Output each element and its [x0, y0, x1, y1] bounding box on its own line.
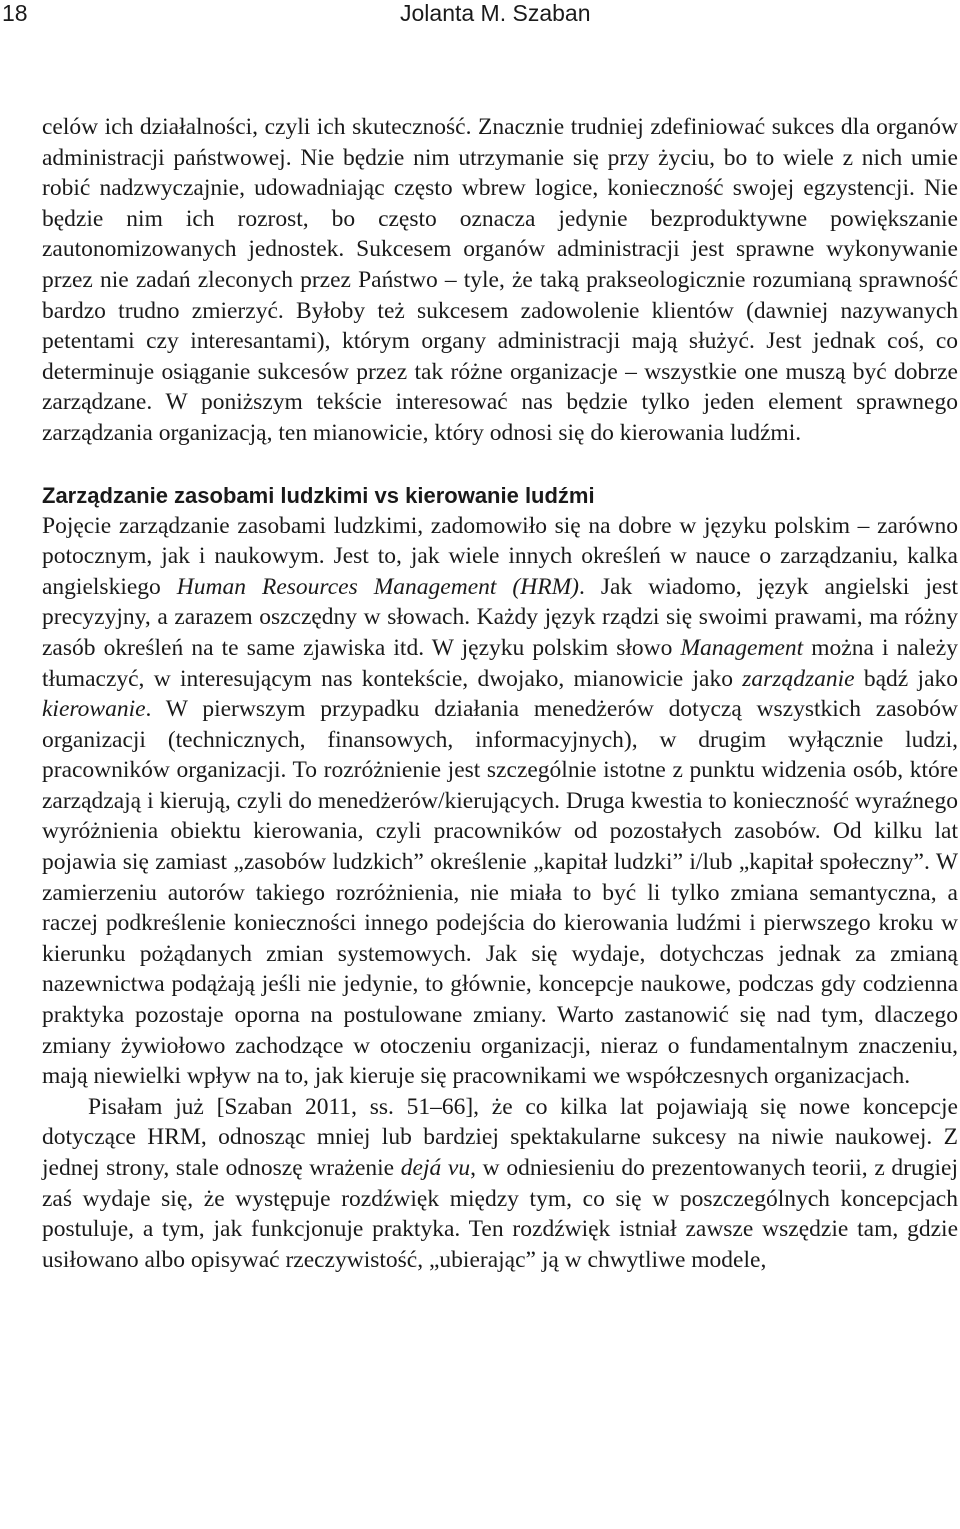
body-text	[42, 112, 958, 1275]
term-kierowanie: kierowanie	[42, 696, 146, 723]
term-zarzadzanie: zarządzanie	[742, 665, 855, 692]
paragraph-intro: celów ich działalności, czyli ich skuteczność. Znacznie trudniej zdefiniować sukces dla organów administracji państwowej. Nie będzie nim utrzymanie się przy życiu, bo to wiele z nich umie robić nadzwyczajnie, udowadniając często wbrew logice, konieczność swojej egzystencji. Nie będzie nim ich rozrost, bo często oznacza jedynie bezproduktywne powiększanie zautonomizowanych jednostek. Sukcesem organów administracji jest sprawne wykonywanie przez nie zadań zleconych przez Państwo – tyle, że taką prakseologicznie rozumianą sprawność bardzo trudno zmierzyć. Byłoby też sukcesem zadowolenie klientów (dawniej nazywanych petentami czy interesantami), którym organy administracji mają służyć. Jest jednak coś, co determinuje osiąganie sukcesów przez tak różne organizacje – wszystkie one muszą być dobrze zarządzane. W poniższym tekście interesować nas będzie tylko jeden element sprawnego zarządzania organizacją, ten mianowicie, który odnosi się do kierowania ludźmi.	[42, 114, 958, 446]
text-run: . W pierwszym przypadku działania menedżerów dotyczą wszystkich zasobów organizacji (technicznych, finansowych, informacyjnych), w drugim wyłącznie ludzi, pracowników organizacji. To rozróżnienie jest szczególnie istotne z punktu widzenia osób, które zarządzają i kierują, czyli do menedżerów/kierujących. Druga kwestia to konieczność wyraźnego wyróżnienia obiektu kierowania, czyli pracowników od pozostałych zasobów. Od kilku lat pojawia się zamiast „zasobów ludzkich” określenie „kapitał ludzki” i/lub „kapitał społeczny”. W zamierzeniu autorów takiego rozróżnienia, nie miała to być li tylko zmiana semantyczna, a raczej podkreślenie konieczności innego podejścia do kierowania ludźmi i pierwszego kroku w kierunku pożądanych zmian systemowych. Jak się wydaje, dotychczas jednak za zmianą nazewnictwa podążają jeśli nie jedynie, to głównie, koncepcje naukowe, podczas gdy codzienna praktyka pozostaje oporna na postulowane zmiany. Warto zastanowić się nad tym, dlaczego zmiany żywiołowo zachodzące w otoczeniu organizacji, nieraz o fundamentalnym znaczeniu, mają niewielki wpływ na to, jak kieruje się pracownikami we współczesnych organizacjach.	[42, 696, 958, 1090]
text-run: Pisałam już [Szaban 2011, ss. 51–66], że co kilka lat pojawiają się nowe koncepcje dotyczące HRM, odnosząc mniej lub bardziej spektakularne sukcesy na niwie naukowej. Z jednej strony, stale odnoszę wrażenie	[42, 1093, 958, 1181]
section-heading: Zarządzanie zasobami ludzkimi vs kierowanie ludźmi	[42, 482, 595, 508]
running-header	[0, 0, 960, 40]
paragraph-hrm	[42, 511, 958, 1092]
text-run: . Jak wiadomo, język angielski jest precyzyjny, a zarazem oszczędny w słowach. Każdy język rządzi się swoimi prawami, ma różny zasób określeń na te same zjawiska itd. W języku polskim słowo	[42, 573, 958, 661]
text-run: bądź jako	[854, 665, 958, 692]
term-management: Management	[680, 634, 804, 661]
text-run: można i należy tłumaczyć, w interesującym nas kontekście, dwojako, mianowicie jako	[42, 634, 958, 692]
paragraph-concepts	[42, 1092, 958, 1276]
text-run: Pojęcie zarządzanie zasobami ludzkimi, zadomowiło się na dobre w języku polskim – zarówno potocznym, jak i naukowym. Jest to, jak wiele innych określeń w nauce o zarządzaniu, kalka angielskiego	[42, 512, 958, 600]
term-deja-vu: dejá vu	[400, 1155, 471, 1181]
term-hrm: Human Resources Management (HRM)	[176, 573, 579, 600]
text-run: , w odniesieniu do prezentowanych teorii, z drugiej zaś wydaje się, że występuje rozdźwięk między tym, co się w poszczególnych koncepcjach postuluje, a tym, jak funkcjonuje praktyka. Ten rozdźwięk istniał zawsze wszędzie tam, gdzie usiłowano albo opisywać rzeczywistość, „ubierając” ją w chwytliwe modele,	[42, 1155, 958, 1273]
running-header-author: Jolanta M. Szaban	[400, 0, 591, 26]
page-number: 18	[2, 0, 28, 26]
